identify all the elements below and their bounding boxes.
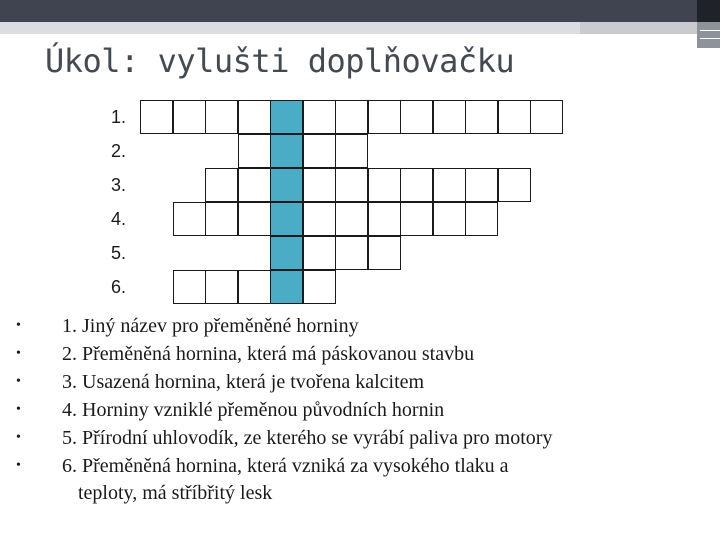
crossword-cell[interactable] bbox=[238, 202, 271, 236]
crossword-cell[interactable] bbox=[368, 236, 401, 270]
crossword-cell[interactable] bbox=[238, 168, 271, 202]
solution-cell[interactable] bbox=[270, 168, 303, 202]
crossword-cell[interactable] bbox=[433, 202, 466, 236]
crossword-cell[interactable] bbox=[238, 270, 271, 304]
crossword-cell[interactable] bbox=[205, 100, 238, 134]
row-number: 2. bbox=[111, 141, 127, 161]
crossword-cell[interactable] bbox=[465, 100, 498, 134]
crossword-cell[interactable] bbox=[238, 134, 271, 168]
crossword-cell[interactable] bbox=[368, 168, 401, 202]
row-number: 3. bbox=[111, 175, 127, 195]
clue-item bbox=[16, 312, 706, 340]
clue-text: Horniny vzniklé přeměnou původních hornin bbox=[82, 399, 445, 421]
bullet-icon: • bbox=[16, 318, 21, 333]
crossword-cell[interactable] bbox=[368, 100, 401, 134]
crossword-cell[interactable] bbox=[173, 270, 206, 304]
solution-cell[interactable] bbox=[270, 100, 303, 134]
solution-cell[interactable] bbox=[270, 236, 303, 270]
clue-number: 3. bbox=[62, 371, 77, 393]
clue-item bbox=[16, 452, 706, 506]
clue-number: 6. bbox=[62, 455, 77, 477]
row-number: 5. bbox=[111, 243, 127, 263]
crossword-cell[interactable] bbox=[465, 168, 498, 202]
crossword-cell[interactable] bbox=[335, 202, 368, 236]
clue-item bbox=[16, 340, 706, 368]
page-title: Úkol: vylušti doplňovačku bbox=[45, 42, 515, 80]
crossword-cell[interactable] bbox=[303, 134, 336, 168]
crossword-cell[interactable] bbox=[335, 236, 368, 270]
crossword-cell[interactable] bbox=[400, 100, 433, 134]
solution-cell[interactable] bbox=[270, 270, 303, 304]
decor-line bbox=[520, 37, 695, 38]
clue-text-continuation: teploty, má stříbřitý lesk bbox=[78, 482, 273, 504]
crossword-cell[interactable] bbox=[433, 168, 466, 202]
decor-line bbox=[700, 38, 720, 39]
clue-text: Usazená hornina, která je tvořena kalcitem bbox=[82, 371, 425, 393]
clue-text: Přeměněná hornina, která vzniká za vysokého tlaku a bbox=[82, 455, 509, 477]
decor-line bbox=[700, 30, 720, 31]
top-decor-bar bbox=[0, 0, 697, 22]
crossword-cell[interactable] bbox=[205, 168, 238, 202]
bullet-icon: • bbox=[16, 430, 21, 445]
top-decor-strip-right bbox=[580, 22, 697, 34]
crossword-cell[interactable] bbox=[400, 202, 433, 236]
crossword-cell[interactable] bbox=[303, 236, 336, 270]
crossword-cell[interactable] bbox=[335, 168, 368, 202]
row-number: 4. bbox=[111, 209, 127, 229]
clue-text: Jiný název pro přeměněné horniny bbox=[82, 315, 359, 337]
crossword-cell[interactable] bbox=[140, 100, 173, 134]
clue-number: 2. bbox=[62, 343, 77, 365]
crossword-cell[interactable] bbox=[335, 100, 368, 134]
clue-number: 5. bbox=[62, 427, 77, 449]
crossword-cell[interactable] bbox=[238, 100, 271, 134]
crossword-cell[interactable] bbox=[498, 100, 531, 134]
solution-cell[interactable] bbox=[270, 134, 303, 168]
row-number: 1. bbox=[111, 107, 127, 127]
row-number: 6. bbox=[111, 277, 127, 297]
crossword-cell[interactable] bbox=[335, 134, 368, 168]
clue-item bbox=[16, 396, 706, 424]
crossword-cell[interactable] bbox=[205, 270, 238, 304]
crossword-cell[interactable] bbox=[303, 168, 336, 202]
solution-cell[interactable] bbox=[270, 202, 303, 236]
bullet-icon: • bbox=[16, 402, 21, 417]
crossword-cell[interactable] bbox=[205, 202, 238, 236]
crossword-cell[interactable] bbox=[433, 100, 466, 134]
crossword-cell[interactable] bbox=[368, 202, 401, 236]
clue-list bbox=[16, 312, 706, 506]
decor-line bbox=[600, 41, 695, 42]
crossword-cell[interactable] bbox=[465, 202, 498, 236]
top-decor-strip bbox=[0, 22, 580, 34]
top-decor-corner-block bbox=[697, 22, 720, 48]
bullet-icon: • bbox=[16, 346, 21, 361]
bullet-icon: • bbox=[16, 458, 21, 473]
crossword-cell[interactable] bbox=[530, 100, 563, 134]
top-decor-corner bbox=[697, 0, 720, 22]
bullet-icon: • bbox=[16, 374, 21, 389]
clue-text: Přeměněná hornina, která má páskovanou stavbu bbox=[82, 343, 475, 365]
clue-number: 4. bbox=[62, 399, 77, 421]
clue-text: Přírodní uhlovodík, ze kterého se vyrábí paliva pro motory bbox=[82, 427, 553, 449]
clue-item bbox=[16, 424, 706, 452]
crossword-cell[interactable] bbox=[498, 168, 531, 202]
crossword-cell[interactable] bbox=[173, 202, 206, 236]
crossword-cell[interactable] bbox=[303, 202, 336, 236]
crossword-cell[interactable] bbox=[400, 168, 433, 202]
crossword-cell[interactable] bbox=[303, 100, 336, 134]
clue-number: 1. bbox=[62, 315, 77, 337]
clue-item bbox=[16, 368, 706, 396]
crossword-cell[interactable] bbox=[173, 100, 206, 134]
crossword-cell[interactable] bbox=[303, 270, 336, 304]
